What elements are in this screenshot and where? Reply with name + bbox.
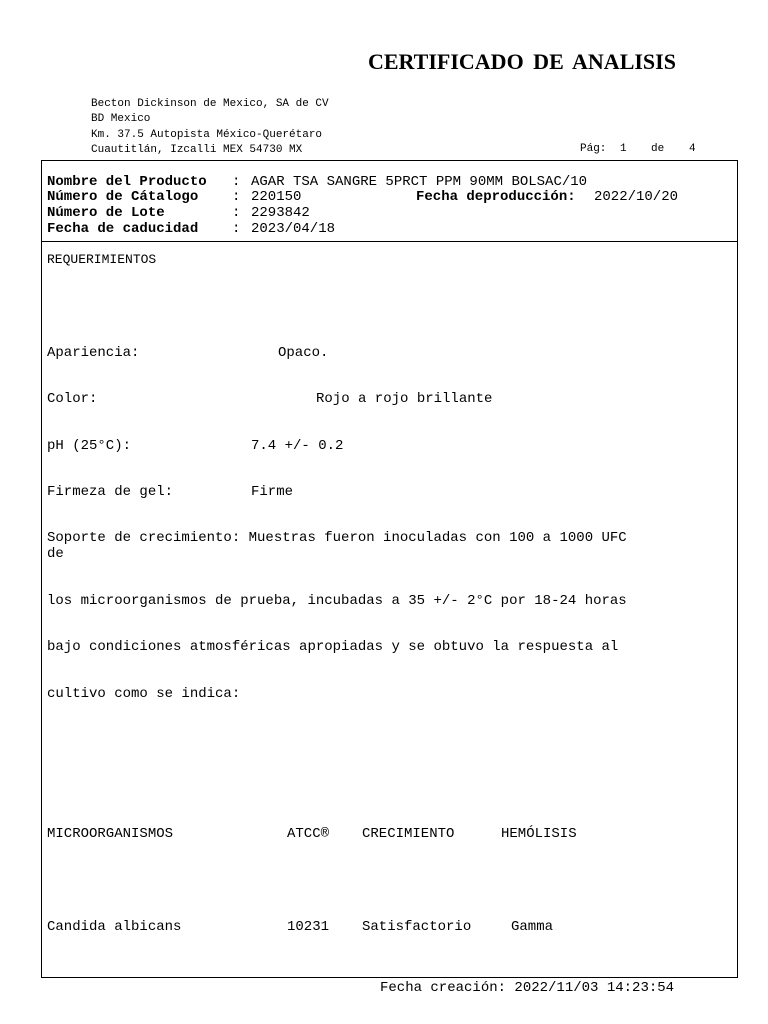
table-header-growth: CRECIMIENTO: [362, 826, 455, 842]
color-value: Rojo a rojo brillante: [316, 391, 493, 407]
product-name-sep: :: [232, 174, 241, 190]
growth-support-line-1b: de: [47, 546, 64, 562]
expiry-label: Fecha de caducidad: [47, 221, 199, 237]
catalog-value: 220150: [251, 189, 302, 205]
table-row-hemolysis: Gamma: [511, 919, 554, 935]
table-header-hemolysis: HEMÓLISIS: [501, 826, 577, 842]
production-date-value: 2022/10/20: [594, 189, 679, 205]
gel-firmness-label: Firmeza de gel:: [47, 484, 174, 500]
appearance-value: Opaco.: [278, 345, 329, 361]
requirements-heading: REQUERIMIENTOS: [47, 252, 157, 267]
header-divider: [41, 241, 738, 242]
production-date-label: Fecha deproducción:: [416, 189, 576, 205]
growth-support-line-3: bajo condiciones atmosféricas apropiadas y se obtuvo la respuesta al: [47, 639, 619, 655]
company-city: Cuautitlán, Izcalli MEX 54730 MX: [91, 144, 303, 156]
growth-support-line-2: los microorganismos de prueba, incubadas a 35 +/- 2°C por 18-24 horas: [47, 593, 627, 609]
gel-firmness-value: Firme: [251, 484, 294, 500]
appearance-label: Apariencia:: [47, 345, 140, 361]
page-current: 1: [620, 143, 627, 155]
catalog-label: Número de Cátalogo: [47, 189, 199, 205]
table-row-microorganism: Candida albicans: [47, 919, 182, 935]
page-total: 4: [689, 143, 696, 155]
expiry-value: 2023/04/18: [251, 221, 336, 237]
certificate-frame: [41, 160, 738, 978]
creation-date: Fecha creación: 2022/11/03 14:23:54: [380, 980, 675, 996]
lot-sep: :: [232, 205, 241, 221]
ph-label: pH (25°C):: [47, 438, 132, 454]
company-short-name: BD Mexico: [91, 113, 151, 125]
growth-support-line-1: Soporte de crecimiento: Muestras fueron inoculadas con 100 a 1000 UFC: [47, 530, 627, 546]
lot-label: Número de Lote: [47, 205, 165, 221]
table-header-atcc: ATCC®: [287, 826, 330, 842]
company-address: Km. 37.5 Autopista México-Querétaro: [91, 129, 323, 141]
growth-support-line-4: cultivo como se indica:: [47, 686, 241, 702]
page-of-label: de: [651, 143, 665, 155]
expiry-sep: :: [232, 221, 241, 237]
product-name-value: AGAR TSA SANGRE 5PRCT PPM 90MM BOLSAC/10: [251, 174, 588, 190]
company-name: Becton Dickinson de Mexico, SA de CV: [91, 98, 329, 110]
ph-value: 7.4 +/- 0.2: [251, 438, 344, 454]
table-header-microorganisms: MICROORGANISMOS: [47, 826, 174, 842]
lot-value: 2293842: [251, 205, 310, 221]
table-row-atcc: 10231: [287, 919, 330, 935]
catalog-sep: :: [232, 189, 241, 205]
page-label: Pág:: [580, 143, 607, 155]
table-row-growth: Satisfactorio: [362, 919, 472, 935]
color-label: Color:: [47, 391, 98, 407]
document-title: CERTIFICADO DE ANALISIS: [368, 49, 676, 74]
product-name-label: Nombre del Producto: [47, 174, 207, 190]
